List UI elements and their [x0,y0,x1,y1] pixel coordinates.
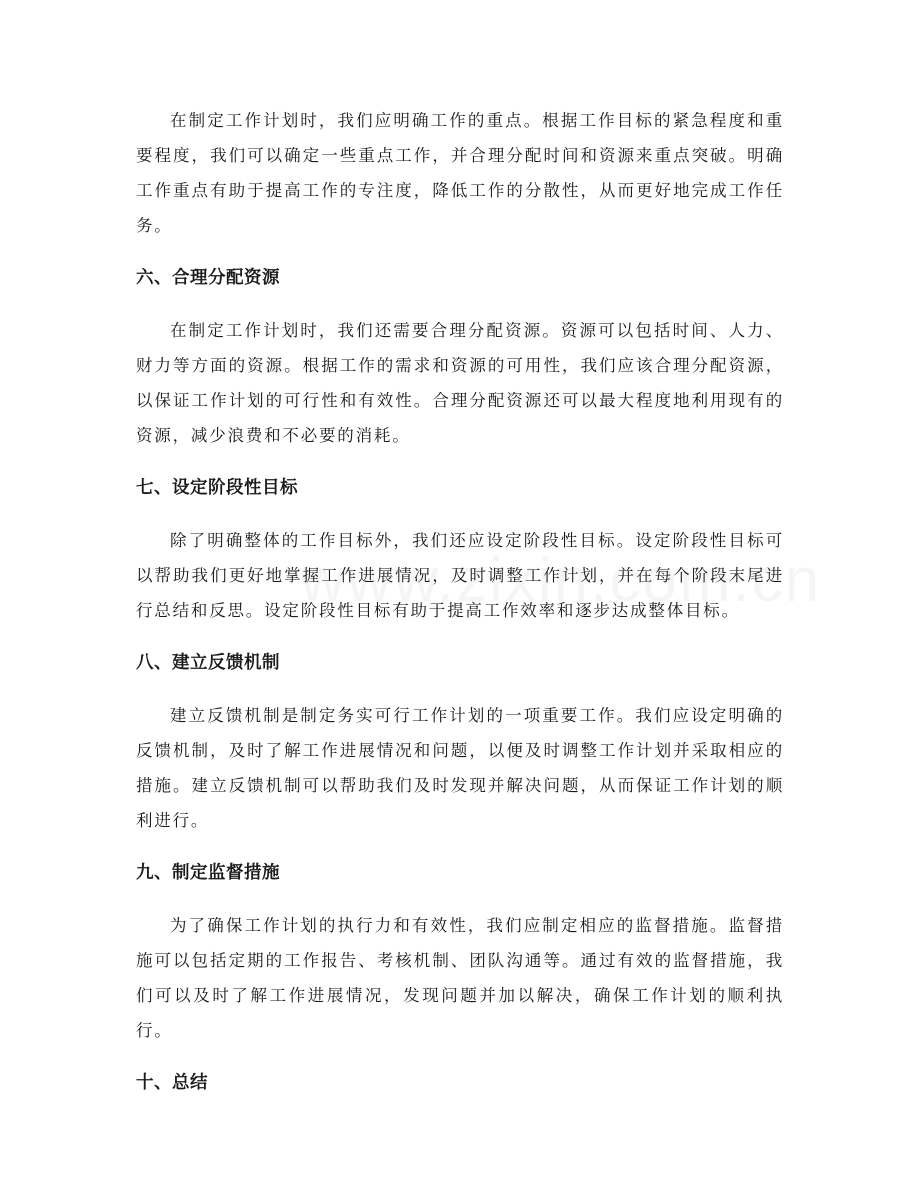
heading-stage-goals: 七、设定阶段性目标 [136,478,298,498]
heading-allocate-resources: 六、合理分配资源 [136,268,280,288]
heading-feedback-mechanism: 八、建立反馈机制 [136,653,280,673]
paragraph-supervision-measures: 为了确保工作计划的执行力和有效性，我们应制定相应的监督措施。监督措施可以包括定期的工作报告、考核机制、团队沟通等。通过有效的监督措施，我们可以及时了解工作进展情况，发现问题并加以解决，确保工作计划的顺利执行。 [136,916,784,1040]
heading-supervision-measures: 九、制定监督措施 [136,863,280,883]
document-body [136,103,784,1101]
paragraph-allocate-resources: 在制定工作计划时，我们还需要合理分配资源。资源可以包括时间、人力、财力等方面的资源。根据工作的需求和资源的可用性，我们应该合理分配资源，以保证工作计划的可行性和有效性。合理分配资源还可以最大程度地利用现有的资源，减少浪费和不必要的消耗。 [136,321,784,445]
paragraph-feedback-mechanism: 建立反馈机制是制定务实可行工作计划的一项重要工作。我们应设定明确的反馈机制，及时了解工作进展情况和问题，以便及时调整工作计划并采取相应的措施。建立反馈机制可以帮助我们及时发现并解决问题，从而保证工作计划的顺利进行。 [136,706,784,830]
paragraph-work-focus: 在制定工作计划时，我们应明确工作的重点。根据工作目标的紧急程度和重要程度，我们可以确定一些重点工作，并合理分配时间和资源来重点突破。明确工作重点有助于提高工作的专注度，降低工作的分散性，从而更好地完成工作任务。 [136,111,784,235]
paragraph-stage-goals: 除了明确整体的工作目标外，我们还应设定阶段性目标。设定阶段性目标可以帮助我们更好地掌握工作进展情况，及时调整工作计划，并在每个阶段末尾进行总结和反思。设定阶段性目标有助于提高工作效率和逐步达成整体目标。 [136,531,784,620]
heading-summary: 十、总结 [136,1073,208,1093]
